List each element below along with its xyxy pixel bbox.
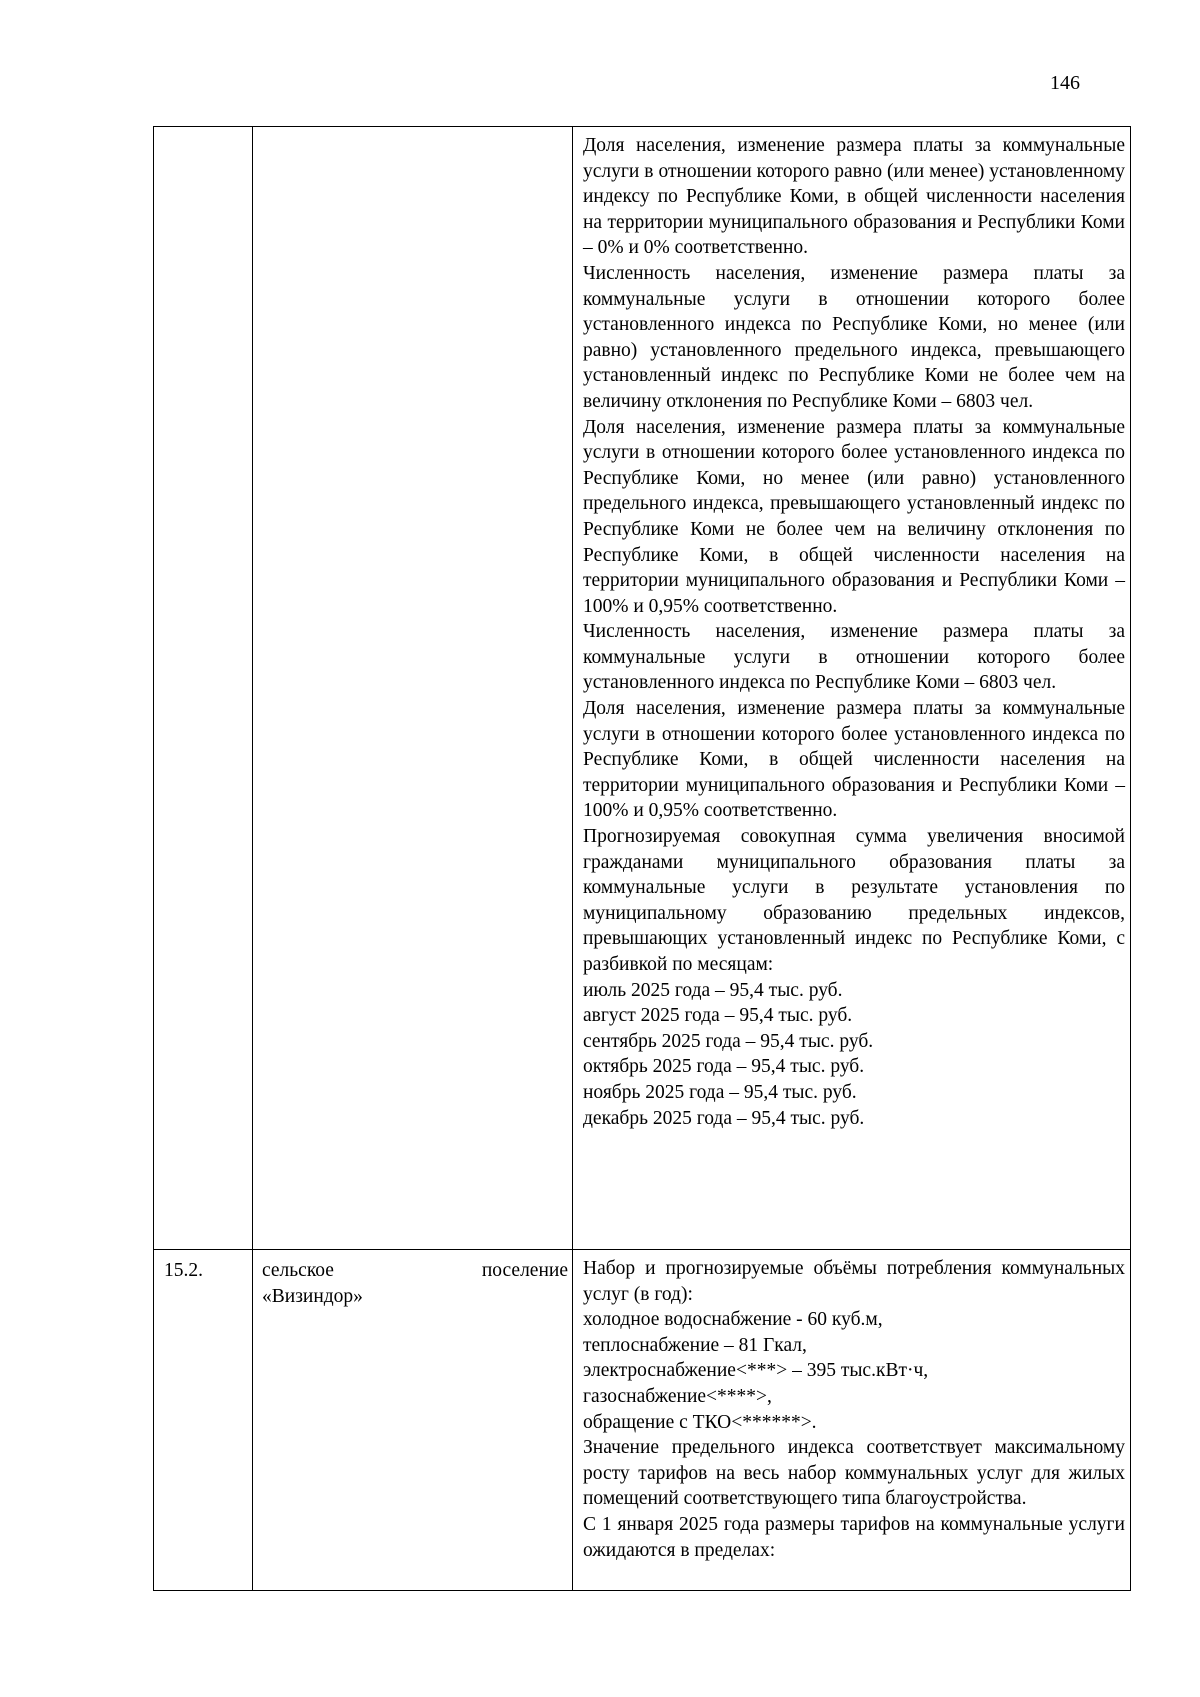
paragraph: С 1 января 2025 года размеры тарифов на коммунальные услуги ожидаются в пределах: [583,1513,1125,1561]
municipality-name: «Визиндор» [262,1285,363,1307]
month-line: август 2025 года – 95,4 тыс. руб. [583,1005,853,1027]
municipality-name-cell [253,127,573,1250]
page-number: 146 [1050,72,1080,94]
paragraph: Набор и прогнозируемые объёмы потребления коммунальных услуг (в год): [583,1258,1125,1305]
paragraph: Значение предельного индекса соответствует максимальному росту тарифов на весь набор коммунальных услуг для жилых помещений соответствующего типа благоустройства. [583,1437,1125,1510]
month-line: июль 2025 года – 95,4 тыс. руб. [583,979,843,1001]
row-number-cell: 15.2. [154,1250,253,1591]
service-line: холодное водоснабжение - 60 куб.м, [583,1309,883,1331]
municipality-type-word: сельское [262,1260,334,1281]
month-line: декабрь 2025 года – 95,4 тыс. руб. [583,1107,865,1129]
table-row [154,1250,1131,1591]
service-line: газоснабжение<****>, [583,1385,772,1407]
month-line: октябрь 2025 года – 95,4 тыс. руб. [583,1056,865,1078]
paragraph: Доля населения, изменение размера платы за коммунальные услуги в отношении которого более установленного индекса по Республике Коми, в общей численности населения на территории муниципального образования и Республики Коми – 100% и 0,95% соответственно. [583,698,1125,822]
paragraph: Численность населения, изменение размера платы за коммунальные услуги в отношении которого более установленного индекса по Республике Коми, но менее (или равно) установленного предельного индекса, превышающего установленный индекс по Республике Коми не более чем на величину отклонения по Республике Коми – 6803 чел. [583,262,1125,412]
paragraph: Доля населения, изменение размера платы за коммунальные услуги в отношении которого равно (или менее) установленному индексу по Республике Коми, в общей численности населения на территории муниципального образования и Республики Коми – 0% и 0% соответственно. [583,135,1125,259]
municipality-name-line [262,1258,568,1284]
service-line: обращение с ТКО<******>. [583,1411,817,1433]
service-line: электроснабжение<***> – 395 тыс.кВт·ч, [583,1360,929,1382]
month-line: сентябрь 2025 года – 95,4 тыс. руб. [583,1030,874,1052]
service-line: теплоснабжение – 81 Гкал, [583,1334,807,1356]
row-number-cell [154,127,253,1250]
municipality-type-word: поселение [481,1260,568,1281]
description-cell [573,127,1131,1250]
description-cell [573,1250,1131,1591]
paragraph: Доля населения, изменение размера платы за коммунальные услуги в отношении которого более установленного индекса по Республике Коми, но менее (или равно) установленного предельного индекса, превышающего установленный индекс по Республике Коми не более чем на величину отклонения по Республике Коми, в общей численности населения на территории муниципального образования и Республики Коми – 100% и 0,95% соответственно. [583,416,1125,617]
municipality-name-cell [253,1250,573,1591]
month-line: ноябрь 2025 года – 95,4 тыс. руб. [583,1081,857,1103]
paragraph: Прогнозируемая совокупная сумма увеличения вносимой гражданами муниципального образования платы за коммунальные услуги в результате установления по муниципальному образованию предельных индексов, превышающих установленный индекс по Республике Коми, с разбивкой по месяцам: [583,826,1125,975]
paragraph: Численность населения, изменение размера платы за коммунальные услуги в отношении которого более установленного индекса по Республике Коми – 6803 чел. [583,621,1125,694]
tariff-table [153,126,1131,1591]
table-row [154,127,1131,1250]
